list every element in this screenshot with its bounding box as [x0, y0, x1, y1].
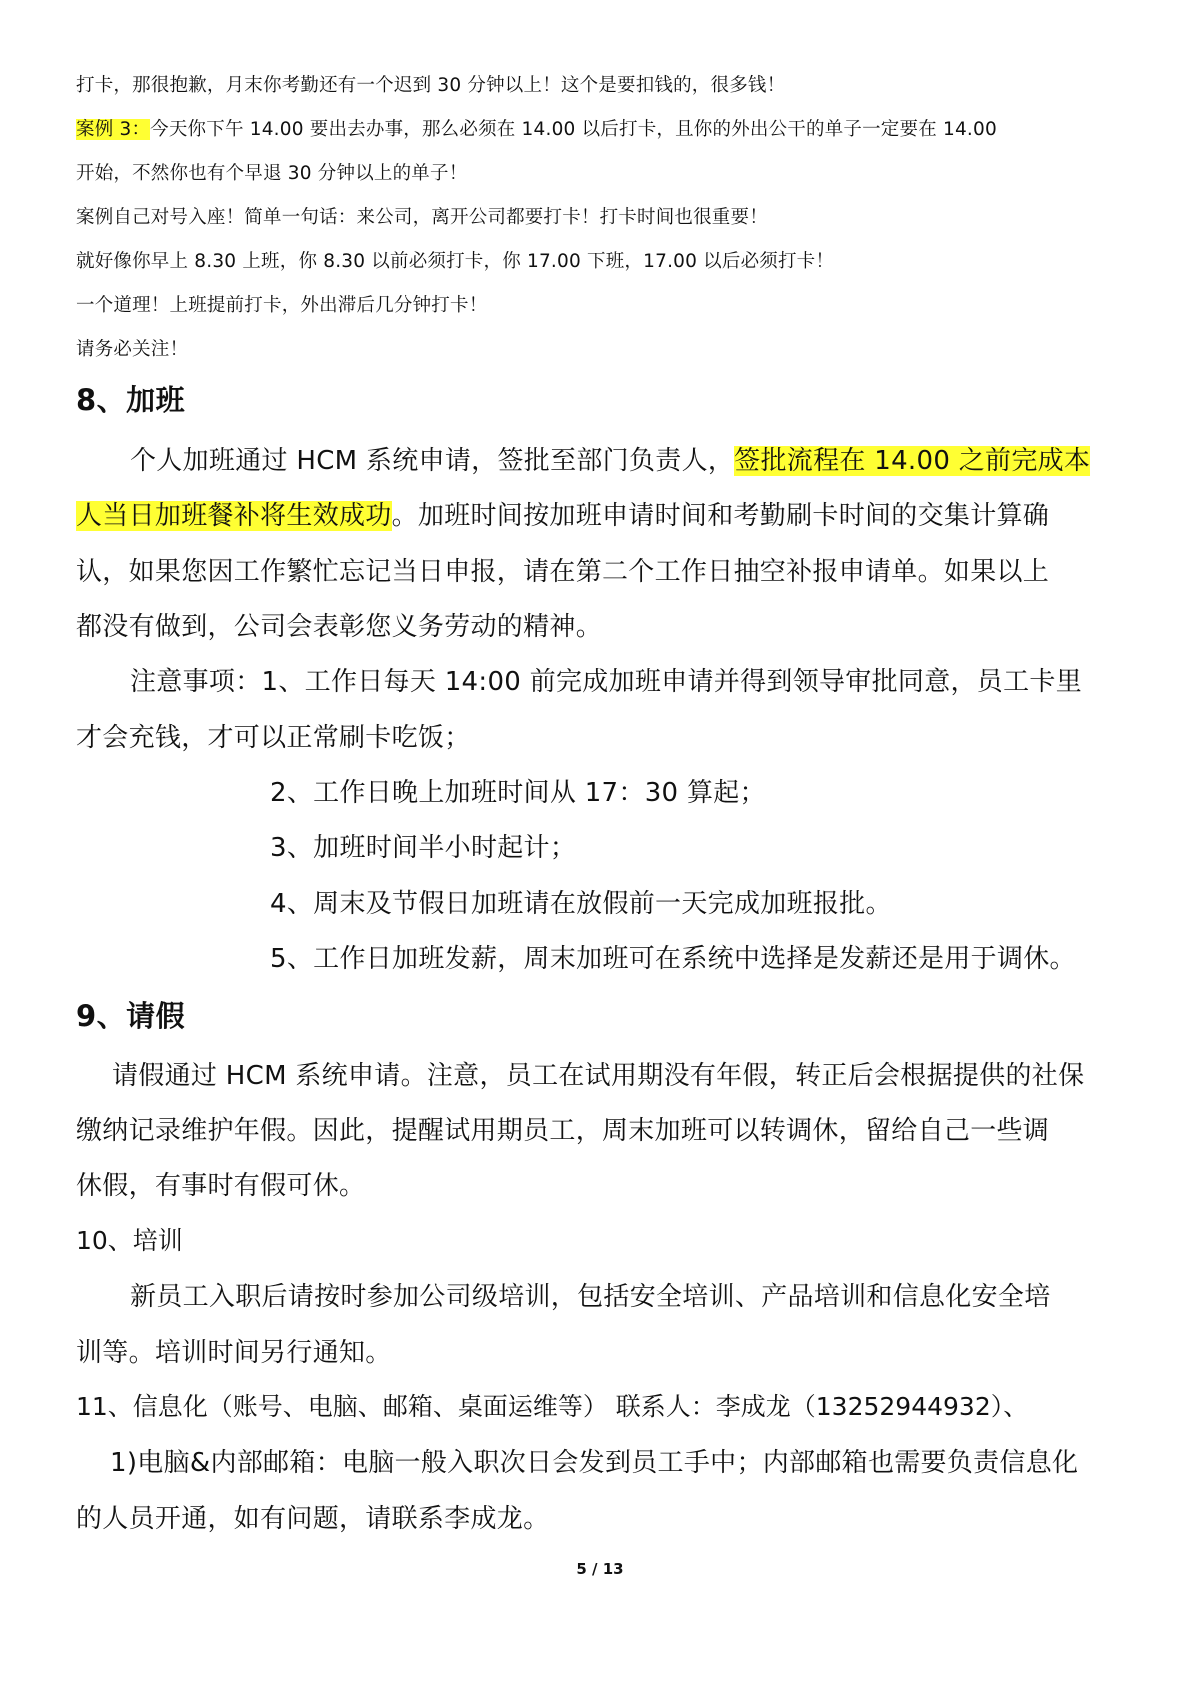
- paragraph-line: [130, 440, 1090, 477]
- paragraph-line: 新员工入职后请按时参加公司级培训，包括安全培训、产品培训和信息化安全培: [130, 1282, 1051, 1312]
- text-line: 就好像你早上 8.30 上班，你 8.30 以前必须打卡，你 17.00 下班，17.00 以后必须打卡！: [76, 251, 835, 272]
- text-span: 。加班时间按加班申请时间和考勤刷卡时间的交集计算确: [391, 501, 1050, 531]
- paragraph-line: 1)电脑&内部邮箱：电脑一般入职次日会发到员工手中；内部邮箱也需要负责信息化: [110, 1448, 1079, 1478]
- paragraph-line: 请假通过 HCM 系统申请。注意，员工在试用期没有年假，转正后会根据提供的社保: [112, 1061, 1085, 1091]
- paragraph-line: 认，如果您因工作繁忙忘记当日申报，请在第二个工作日抽空补报申请单。如果以上: [76, 557, 1050, 587]
- notes-item: 2、工作日晚上加班时间从 17：30 算起；: [270, 778, 766, 808]
- text-line: 请务必关注！: [76, 339, 189, 360]
- paragraph-line: 训等。培训时间另行通知。: [76, 1338, 392, 1368]
- section-heading-training: 10、培训: [76, 1226, 183, 1255]
- section-heading-overtime: 8、加班: [76, 383, 186, 417]
- section-heading-it: 11、信息化（账号、电脑、邮箱、桌面运维等） 联系人：李成龙（13252944932）、: [76, 1392, 1029, 1421]
- notes-item: 4、周末及节假日加班请在放假前一天完成加班报批。: [270, 889, 892, 919]
- paragraph-line: 缴纳记录维护年假。因此，提醒试用期员工，周末加班可以转调休，留给自己一些调: [76, 1116, 1050, 1146]
- notes-line: 才会充钱，才可以正常刷卡吃饭；: [76, 723, 471, 753]
- text-line: [76, 115, 997, 141]
- text-span: 个人加班通过 HCM 系统申请，签批至部门负责人，: [130, 446, 735, 476]
- text-span: 今天你下午 14.00 要出去办事，那么必须在 14.00 以后打卡，且你的外出公干的单子一定要在 14.00: [150, 119, 997, 140]
- paragraph-line: 都没有做到，公司会表彰您义务劳动的精神。: [76, 612, 603, 642]
- highlight-meal-subsidy: 人当日加班餐补将生效成功: [76, 501, 392, 531]
- paragraph-line: 的人员开通，如有问题，请联系李成龙。: [76, 1504, 550, 1534]
- notes-item: 5、工作日加班发薪，周末加班可在系统中选择是发薪还是用于调休。: [270, 944, 1076, 974]
- highlight-case-3: 案例 3：: [76, 119, 151, 140]
- text-line: 打卡，那很抱歉，月末你考勤还有一个迟到 30 分钟以上！这个是要扣钱的，很多钱！: [76, 75, 786, 96]
- section-heading-leave: 9、请假: [76, 999, 186, 1033]
- notes-line: 注意事项：1、工作日每天 14:00 前完成加班申请并得到领导审批同意，员工卡里: [130, 667, 1082, 697]
- text-line: 案例自己对号入座！简单一句话：来公司，离开公司都要打卡！打卡时间也很重要！: [76, 207, 768, 228]
- notes-item: 3、加班时间半小时起计；: [270, 833, 577, 863]
- text-line: 开始，不然你也有个早退 30 分钟以上的单子！: [76, 163, 468, 184]
- paragraph-line: 休假，有事时有假可休。: [76, 1171, 366, 1201]
- highlight-approval: 签批流程在 14.00 之前完成本: [734, 446, 1091, 476]
- text-line: 一个道理！上班提前打卡，外出滞后几分钟打卡！: [76, 295, 488, 316]
- paragraph-line: [76, 495, 1049, 532]
- page-number: 5 / 13: [576, 1560, 624, 1578]
